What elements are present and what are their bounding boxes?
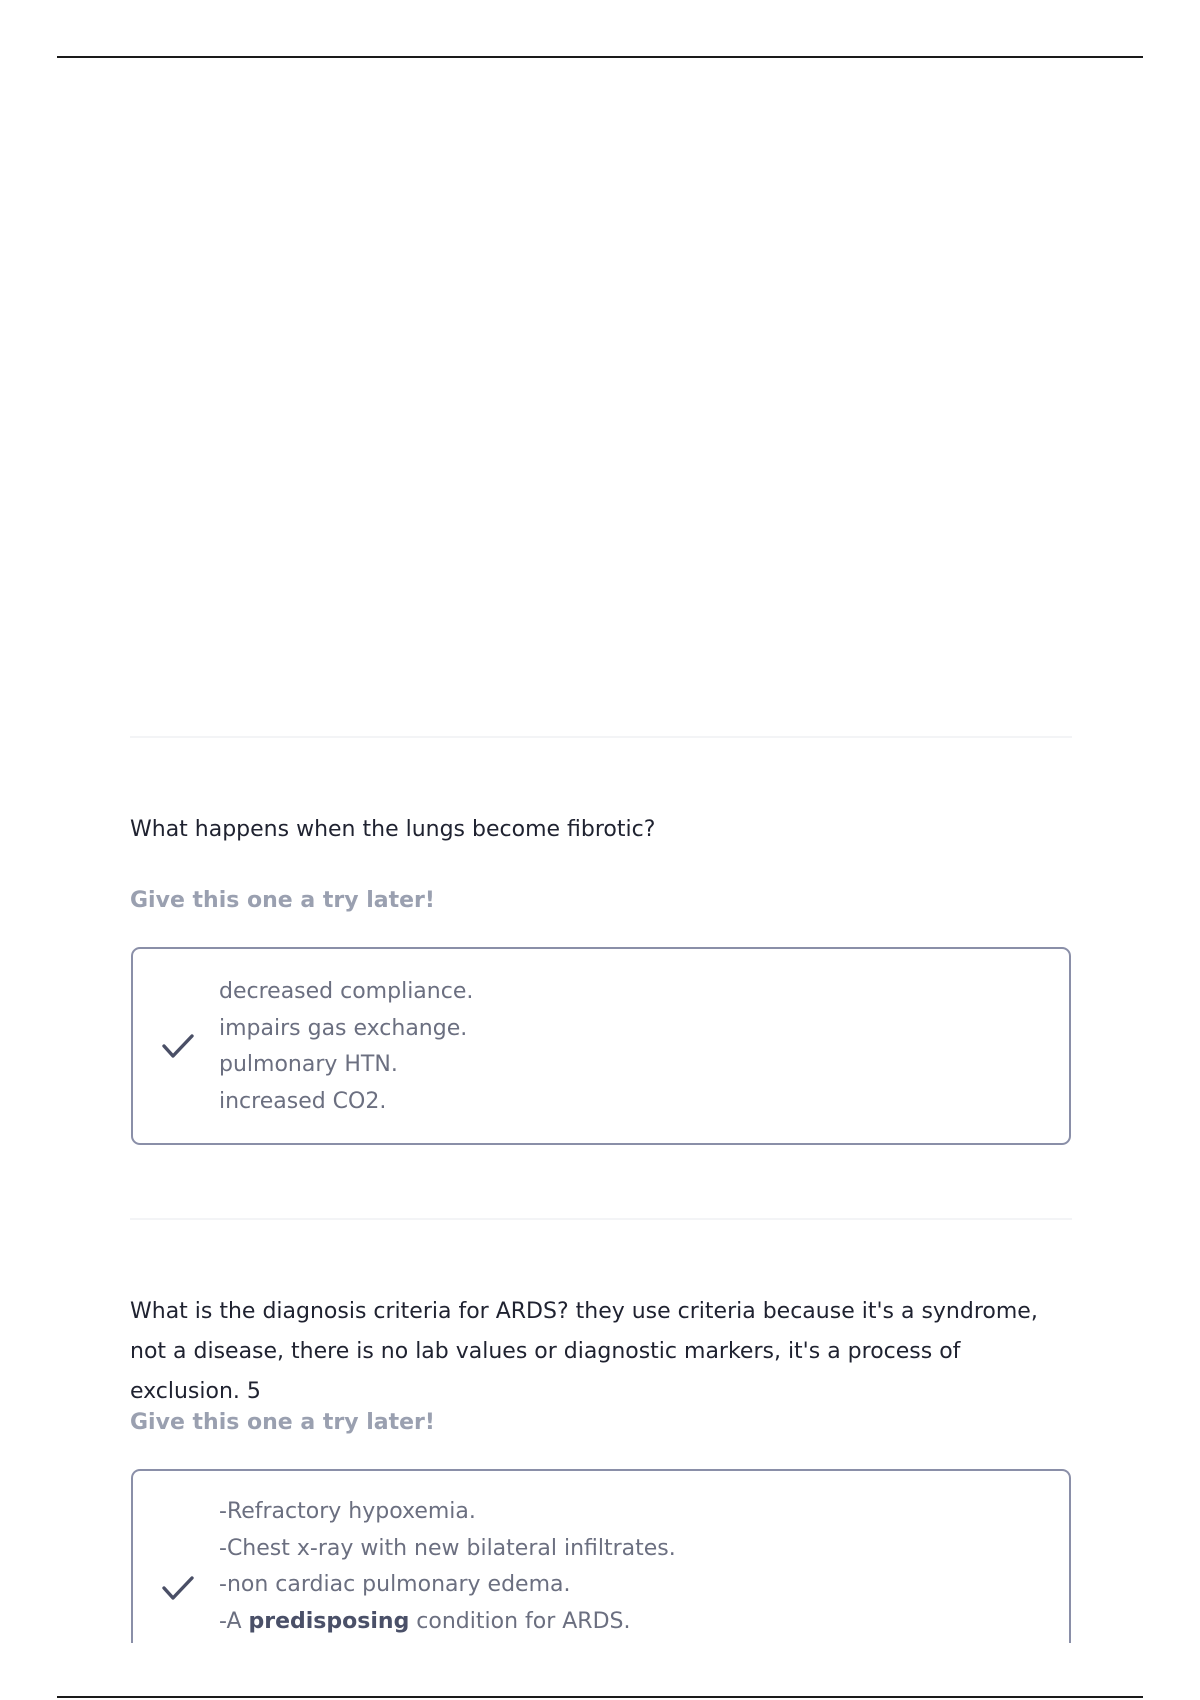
- question-text: What happens when the lungs become fibrotic?: [130, 817, 656, 842]
- answer-line: increased CO2.: [219, 1088, 387, 1114]
- page-top-rule: [57, 56, 1143, 58]
- answer-text: [219, 1494, 676, 1640]
- answer-line: impairs gas exchange.: [219, 1015, 468, 1041]
- section-divider: [130, 736, 1072, 738]
- checkmark-icon: [161, 1032, 195, 1060]
- answer-bold-term: predisposing: [248, 1608, 410, 1634]
- answer-prefix: -A: [219, 1608, 249, 1634]
- page-bottom-rule: [57, 1696, 1143, 1698]
- answer-line: decreased compliance.: [219, 979, 474, 1004]
- section-divider: [130, 1218, 1072, 1220]
- question-text: What is the diagnosis criteria for ARDS? they use criteria because it's a syndrome, not a disease, there is no lab values or diagnostic markers, it's a process of exclusion. 5: [130, 1299, 1038, 1404]
- answer-text: [219, 974, 473, 1120]
- answer-card[interactable]: [131, 1469, 1071, 1643]
- try-later-hint[interactable]: Give this one a try later!: [130, 1410, 435, 1435]
- answer-line: pulmonary HTN.: [219, 1052, 398, 1077]
- answer-line: -Chest x-ray with new bilateral infiltrates.: [219, 1535, 676, 1561]
- try-later-hint[interactable]: Give this one a try later!: [130, 888, 435, 913]
- answer-line: [219, 1604, 676, 1641]
- answer-line: -non cardiac pulmonary edema.: [219, 1572, 571, 1597]
- checkmark-icon: [161, 1574, 195, 1602]
- answer-line: -Refractory hypoxemia.: [219, 1499, 476, 1524]
- answer-suffix: condition for ARDS.: [409, 1608, 631, 1634]
- answer-card[interactable]: [131, 947, 1071, 1145]
